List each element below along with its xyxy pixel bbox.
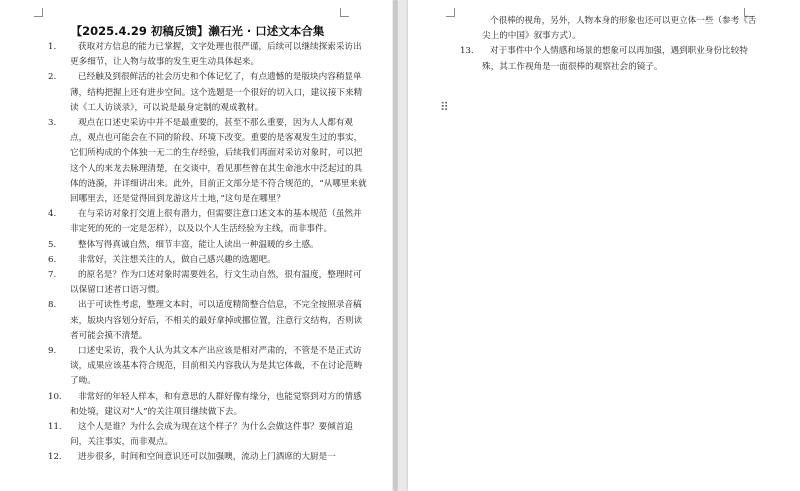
document-page-left: [0, 0, 395, 491]
drag-handle-icon[interactable]: ⠿: [440, 100, 449, 114]
feedback-item-number: 7.: [48, 270, 57, 281]
feedback-item-number: 11.: [48, 422, 62, 433]
feedback-item-text: 观点在口述史采访中并不是最重要的，甚至不那么重要，因为人人都有观点，观点也可能会在不同的阶段、环境下改变。重要的是客观发生过的事实，它们所构成的个体独一无二的生存经验，后续我们再面对采访对象时，可以把这个人的来龙去脉理清楚，在交谈中，看见那些曾在其生命池水中泛起过的具体的涟漪，并详细讲出来。此外，目前正文部分是不符合规范的，“从哪里来就回哪里去，还是觉得回到龙游这片土地，”这句是在哪里？: [70, 118, 367, 205]
feedback-item-text: 这个人是谁？为什么会成为现在这个样子？为什么会做这件事？要倾首追问，关注事实，而非观点。: [70, 422, 354, 448]
feedback-item: [48, 40, 368, 70]
feedback-item-text: 非常好，关注想关注的人，做自己感兴趣的选题吧。: [78, 254, 276, 265]
feedback-item: [48, 70, 368, 116]
feedback-item-number: 3.: [48, 118, 57, 129]
feedback-item-number: 6.: [48, 254, 57, 265]
feedback-item-text: 口述史采访，我个人认为其文本产出应该是相对严肃的，不管是不是正式访谈，成果应该基本符合规范，目前相关内容我认为是其它体裁，不在讨论范畴了呦。: [70, 346, 363, 387]
feedback-item: [48, 390, 368, 420]
feedback-item: [48, 238, 368, 253]
feedback-item-number: 4.: [48, 209, 57, 220]
feedback-item-number: 1.: [48, 42, 57, 52]
feedback-item-text: 获取对方信息的能力已掌握，文字处理也很严谨，后续可以继续探索采访出更多细节，让人物与故事的发生更生动具体起来。: [70, 42, 362, 68]
feedback-item: [48, 207, 368, 237]
feedback-item-text: 在与采访对象打交道上很有潜力，但需要注意口述文本的基本规范（虽然并非定死的死的一定是怎样），以及以个人生活经验为主线，而非事件。: [70, 209, 362, 235]
feedback-item: [48, 253, 368, 268]
feedback-item-text: 整体写得真诚自然，细节丰富，能让人读出一种温暖的乡土感。: [78, 239, 319, 250]
feedback-item-text: 出于可读性考虑，整理文本时，可以适度精简整合信息，不完全按照录音稿来，版块内容划分好后，不相关的最好拿掉或挪位置，注意行文结构，否则读者可能会摸不清楚。: [70, 300, 363, 341]
scrollbar-thumb[interactable]: [393, 0, 398, 491]
feedback-item: [48, 298, 368, 344]
feedback-item: [48, 116, 368, 207]
feedback-list: [48, 40, 368, 466]
feedback-item: [48, 344, 368, 390]
feedback-list-continued: [460, 14, 760, 75]
feedback-item-text: 非常好的年轻人样本，和有意思的人群好像有缘分，也能觉察到对方的情感和处境，建议对“人”的关注项目继续做下去。: [70, 391, 362, 417]
feedback-item-text: 的原名是？作为口述对象时需要姓名，行文生动自然，很有温度，整理时可以保留口述者口语习惯。: [70, 270, 362, 296]
feedback-item-text: 进步很多，时间和空间意识还可以加强噢，流动上门酒席的大厨是一: [78, 452, 336, 463]
crop-mark-top-right: [340, 8, 349, 17]
crop-mark-top-left: [34, 8, 43, 17]
feedback-item-text: 个很棒的视角，另外，人物本身的形象也还可以更立体一些（参考《舌尖上的中国》叙事方式）。: [482, 16, 757, 42]
feedback-item-number: 13.: [460, 46, 474, 57]
feedback-item-number: 5.: [48, 239, 57, 250]
feedback-item-text: 已经触及到很鲜活的社会历史和个体记忆了，有点遗憾的是版块内容稍显单薄，结构把握上还有进步空间。这个选题是一个很好的切入口，建议接下来精读《工人访谈录》，可以说是最身定制的观成教材。: [70, 72, 363, 113]
feedback-item-number: 8.: [48, 300, 57, 311]
feedback-item: [48, 450, 368, 465]
feedback-item: [48, 268, 368, 298]
feedback-item: [460, 14, 760, 44]
feedback-item-number: 12.: [48, 452, 62, 463]
feedback-item-number: [460, 14, 482, 44]
feedback-item-number: 10.: [48, 391, 62, 402]
crop-mark-top-left-2: [446, 8, 455, 17]
scrollbar[interactable]: [392, 0, 399, 491]
feedback-item-number: 9.: [48, 346, 57, 357]
document-title: 【2025.4.29 初稿反馈】濑石光 · 口述文本合集: [70, 24, 325, 38]
feedback-item-text: 对于事件中个人情感和场景的想象可以再加强，遇到职业身份比较特殊，其工作视角是一面很棒的观察社会的镜子。: [482, 46, 748, 72]
feedback-item: [460, 44, 760, 74]
feedback-item-number: 2.: [48, 72, 57, 83]
feedback-item: [48, 420, 368, 450]
